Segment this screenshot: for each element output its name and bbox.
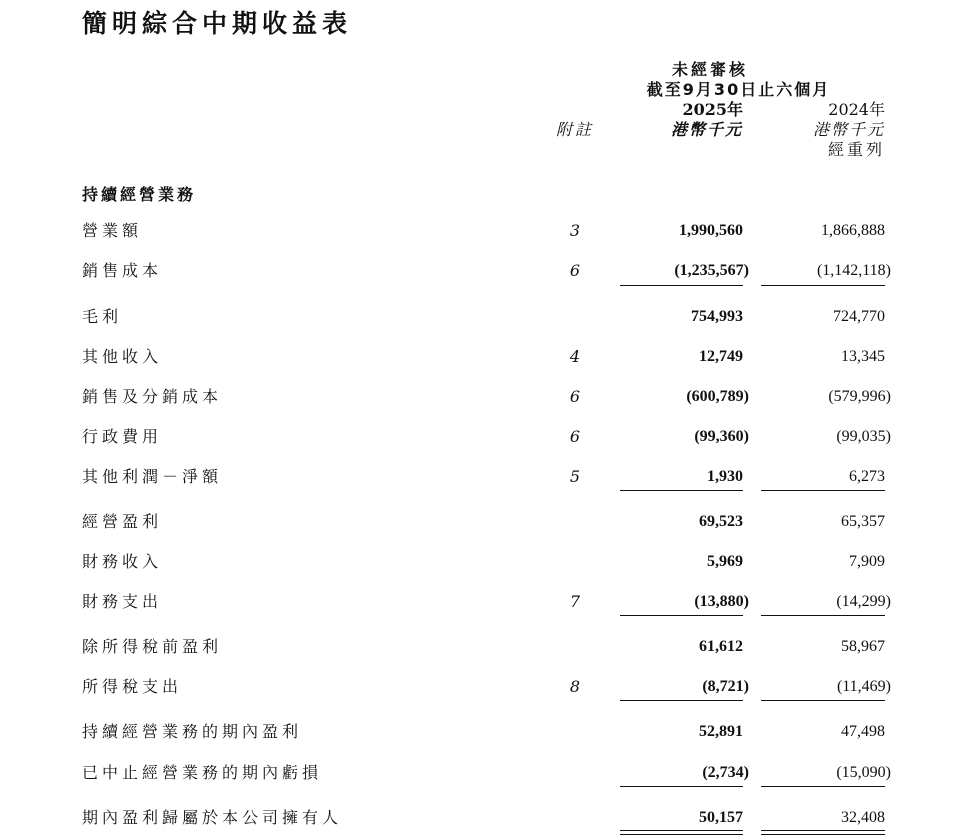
header-year-2024: 2024年 (828, 100, 885, 119)
row-value-2024: (1,142,118) (816, 262, 891, 279)
row-note: 5 (569, 467, 581, 486)
table-row (0, 510, 970, 534)
total-double-rule (620, 830, 743, 835)
subtotal-rule (761, 490, 885, 491)
table-row (0, 385, 970, 409)
row-value-2025: 12,749 (699, 348, 743, 365)
subtotal-rule (761, 285, 885, 286)
row-value-2025: (8,721) (702, 678, 749, 695)
row-value-2024: 6,273 (849, 468, 885, 485)
row-value-2024: 32,408 (841, 809, 885, 826)
row-label: 除所得稅前盈利 (82, 637, 223, 656)
row-value-2024: (579,996) (828, 388, 891, 405)
row-note: 6 (569, 427, 581, 446)
table-row (0, 345, 970, 369)
row-label: 其他收入 (82, 347, 163, 366)
row-label: 持續經營業務的期內盈利 (82, 722, 303, 741)
row-label: 期內盈利歸屬於本公司擁有人 (82, 808, 343, 827)
row-value-2024: (11,469) (836, 678, 891, 695)
table-row (0, 465, 970, 489)
row-value-2024: 724,770 (833, 308, 885, 325)
header-year-2025: 2025年 (682, 100, 743, 119)
row-note: 3 (569, 221, 581, 240)
row-note: 4 (569, 347, 581, 366)
row-label: 營業額 (82, 221, 143, 240)
row-label: 行政費用 (82, 427, 163, 446)
subtotal-rule (620, 786, 743, 787)
row-note: 6 (569, 387, 581, 406)
subtotal-rule (620, 700, 743, 701)
row-label: 銷售成本 (82, 261, 163, 280)
header-period: 截至9月30日止六個月 (646, 80, 831, 99)
row-label: 財務收入 (82, 552, 163, 571)
total-double-rule (761, 830, 885, 835)
subtotal-rule (620, 490, 743, 491)
header-unit-2025: 港幣千元 (670, 120, 743, 139)
row-value-2025: 61,612 (699, 638, 743, 655)
row-value-2025: (13,880) (694, 593, 749, 610)
row-value-2025: 5,969 (707, 553, 743, 570)
row-value-2024: 58,967 (841, 638, 885, 655)
row-value-2025: 52,891 (699, 723, 743, 740)
row-value-2025: (600,789) (686, 388, 749, 405)
subtotal-rule (761, 700, 885, 701)
table-row (0, 259, 970, 283)
row-label: 毛利 (82, 307, 123, 326)
table-row (0, 305, 970, 329)
row-value-2024: 1,866,888 (821, 222, 885, 239)
row-value-2024: 47,498 (841, 723, 885, 740)
header-restated: 經重列 (827, 140, 885, 159)
table-row (0, 219, 970, 243)
row-label: 經營盈利 (82, 512, 163, 531)
header-note-column: 附註 (555, 120, 594, 139)
row-value-2025: 50,157 (699, 809, 743, 826)
row-value-2024: 7,909 (849, 553, 885, 570)
table-row (0, 550, 970, 574)
section-heading: 持續經營業務 (82, 185, 197, 204)
subtotal-rule (761, 615, 885, 616)
table-row (0, 675, 970, 699)
subtotal-rule (620, 285, 743, 286)
row-note: 8 (569, 677, 581, 696)
row-value-2025: 69,523 (699, 513, 743, 530)
table-row (0, 761, 970, 785)
row-value-2024: (14,299) (836, 593, 891, 610)
row-value-2025: 754,993 (691, 308, 743, 325)
row-note: 7 (569, 592, 581, 611)
row-value-2025: 1,930 (707, 468, 743, 485)
row-value-2025: (99,360) (694, 428, 749, 445)
subtotal-rule (761, 786, 885, 787)
row-value-2025: (1,235,567) (674, 262, 749, 279)
row-value-2024: 65,357 (841, 513, 885, 530)
table-row (0, 806, 970, 830)
row-value-2025: (2,734) (702, 764, 749, 781)
row-label: 銷售及分銷成本 (82, 387, 223, 406)
table-row (0, 635, 970, 659)
row-label: 財務支出 (82, 592, 163, 611)
row-value-2024: (99,035) (836, 428, 891, 445)
row-label: 所得稅支出 (82, 677, 183, 696)
header-unaudited: 未經審核 (671, 60, 748, 79)
row-label: 已中止經營業務的期內虧損 (82, 763, 323, 782)
row-value-2024: 13,345 (841, 348, 885, 365)
table-row (0, 425, 970, 449)
page-title: 簡明綜合中期收益表 (82, 9, 353, 38)
row-value-2025: 1,990,560 (679, 222, 743, 239)
row-label: 其他利潤－淨額 (82, 467, 223, 486)
table-row (0, 720, 970, 744)
subtotal-rule (620, 615, 743, 616)
row-value-2024: (15,090) (836, 764, 891, 781)
header-unit-2024: 港幣千元 (812, 120, 885, 139)
table-row (0, 590, 970, 614)
row-note: 6 (569, 261, 581, 280)
